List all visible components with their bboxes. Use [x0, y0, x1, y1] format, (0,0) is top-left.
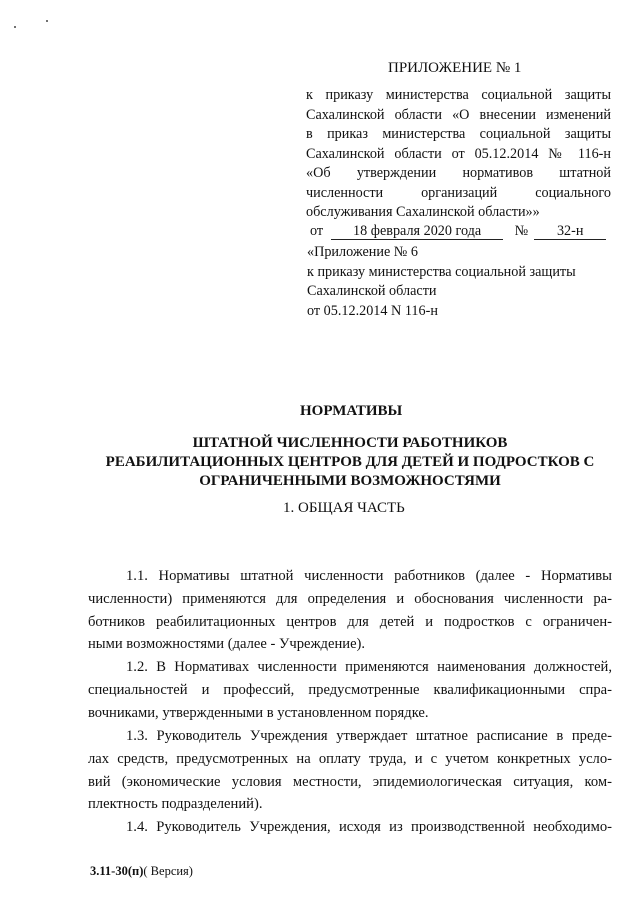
reference-line: обслуживания Сахалинской области»» [306, 204, 540, 220]
reference-line: Сахалинской области от 05.12.2014 № 116-н [306, 145, 611, 162]
reference-line: к приказу министерства социальной защиты [306, 87, 611, 103]
paragraph-1-3 [88, 725, 612, 816]
paragraph-line: вочниками, утвержденными в установленном порядке. [88, 704, 429, 721]
prior-reference-line: к приказу министерства социальной защиты [307, 263, 576, 280]
reference-line: численности организаций социального [306, 184, 611, 201]
prior-reference-line: Сахалинской области [307, 283, 437, 299]
paragraph-line: специальностей и профессий, предусмотренные квалификационными спра- [88, 681, 612, 698]
paragraph-line: 1.1. Нормативы штатной численности работников (далее - Нормативы [126, 568, 612, 584]
order-from-label: от [310, 223, 324, 239]
reference-line: Сахалинской области «О внесении изменений [306, 106, 611, 123]
appendix-title: ПРИЛОЖЕНИЕ № 1 [388, 60, 522, 76]
paragraph-line: 1.4. Руководитель Учреждения, исходя из производственной необходимо- [126, 819, 612, 835]
order-date-number [310, 223, 606, 240]
paragraph-1-1 [88, 565, 612, 656]
order-date: 18 февраля 2020 года [331, 223, 503, 240]
paragraph-line: ботников реабилитационных центров для детей и подростков с ограничен- [88, 613, 612, 630]
subtitle-line: ШТАТНОЙ ЧИСЛЕННОСТИ РАБОТНИКОВ [192, 435, 508, 451]
paragraph-line: численности) применяются для определения и обоснования численности ра- [88, 590, 612, 607]
reference-line: «Об утверждении нормативов штатной [306, 165, 611, 181]
paragraph-line: плектность подразделений). [88, 796, 263, 813]
prior-appendix-reference [307, 243, 576, 321]
footer-code: 3.11-30(п) [90, 864, 144, 878]
footer-version: ( Версия) [143, 864, 193, 878]
scan-speck [14, 26, 16, 28]
document-title: НОРМАТИВЫ [300, 403, 403, 419]
order-number-label: № [514, 223, 529, 239]
paragraph-1-2 [88, 656, 612, 724]
paragraph-line: 1.3. Руководитель Учреждения утверждает штатное расписание в преде- [126, 728, 612, 744]
subtitle-line: ОГРАНИЧЕННЫМИ ВОЗМОЖНОСТЯМИ [199, 473, 501, 489]
paragraph-line: вий (экономические условия местности, эпидемиологическая ситуация, ком- [88, 773, 612, 790]
paragraph-line: 1.2. В Нормативах численности применяются наименования должностей, [126, 659, 612, 675]
appendix-reference [306, 86, 611, 223]
reference-line: в приказ министерства социальной защиты [306, 126, 611, 142]
footer-version-code [90, 864, 193, 879]
subtitle-line: РЕАБИЛИТАЦИОННЫХ ЦЕНТРОВ ДЛЯ ДЕТЕЙ И ПОДРОСТКОВ С [105, 454, 595, 470]
document-subtitle [60, 434, 640, 491]
paragraph-1-4 [88, 816, 612, 839]
order-number: 32-н [534, 223, 606, 240]
paragraph-line: лах средств, предусмотренных на оплату труда, и с учетом конкретных усло- [88, 750, 612, 767]
scan-speck [46, 20, 48, 22]
prior-reference-line: «Приложение № 6 [307, 244, 418, 260]
section-heading: 1. ОБЩАЯ ЧАСТЬ [283, 500, 405, 516]
prior-reference-line: от 05.12.2014 N 116-н [307, 302, 438, 319]
paragraph-line: ными возможностями (далее - Учреждение). [88, 636, 366, 653]
